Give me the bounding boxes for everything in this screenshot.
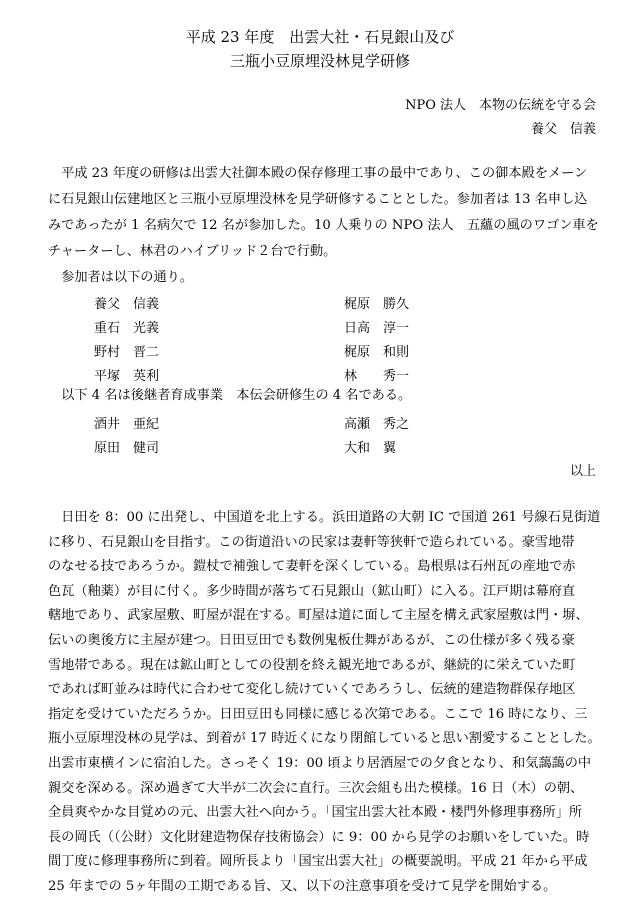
name-row	[0, 437, 640, 455]
person-name: 野村 晋二	[94, 345, 160, 360]
text-line: 色瓦（釉薬）が目に付く。多少時間が落ちて石見銀山（鉱山町）に入る。江戸期は幕府直	[48, 583, 576, 599]
text-line: 平成 23 年度の研修は出雲大社御本殿の保存修理工事の最中であり、この御本殿をメーン	[48, 166, 588, 181]
person-name: 重石 光義	[94, 321, 160, 336]
title-line-1: 平成 23 年度 出雲大社・石見銀山及び	[185, 28, 455, 46]
person-name: 梶原 和則	[344, 345, 410, 360]
author-name: 養父 信義	[530, 122, 596, 137]
text-line: 参加者は以下の通り。	[48, 270, 194, 285]
text-line: 間丁度に修理事務所に到着。岡所長より「国宝出雲大社」の概要説明。平成 21 年から平成	[48, 854, 588, 870]
text-line: 伝いの奥後方に主屋が建つ。日田豆田でも数例鬼板仕舞があるが、この仕様が多く残る豪	[48, 633, 575, 648]
person-name: 酒井 亜紀	[94, 417, 160, 432]
text-line: に石見銀山伝建地区と三瓶小豆原埋没林を見学研修することとした。参加者は 13 名申し込	[48, 192, 588, 207]
text-line: 長の岡氏（（公財）文化財建造物保存技術協会）に 9：00 から見学のお願いをしていた。時	[48, 829, 590, 845]
person-name: 梶原 勝久	[344, 297, 410, 312]
text-line: 雪地帯である。現在は鉱山町としての役割を終え観光地であるが、継続的に栄えていた町	[48, 657, 576, 673]
text-line: 指定を受けていただろうか。日田豆田も同様に感じる次第である。ここで 16 時になり、三	[48, 706, 588, 722]
person-name: 林 秀一	[344, 369, 410, 384]
name-row	[0, 293, 640, 311]
text-line: 親交を深める。深め過ぎて大半が二次会に直行。三次会組も出た模様。16 日（木）の朝、	[48, 780, 584, 796]
successor-note: 以下 4 名は後継者育成事業 本伝会研修生の 4 名である。	[48, 388, 412, 403]
text-line: のなせる技であろうか。鎧杖で補強して妻軒を深くしている。島根県は石州瓦の産地で赤	[48, 559, 576, 575]
person-name: 日高 淳一	[344, 321, 410, 336]
text-line: であれば町並みは時代に合わせて変化し続けていくであろうし、伝統的建造物群保存地区	[48, 682, 576, 698]
name-row	[0, 413, 640, 431]
text-line: 日田を 8：00 に出発し、中国道を北上する。浜田道路の大朝 IC で国道 261 号線石見街道	[48, 510, 601, 525]
person-name: 大和 翼	[344, 441, 397, 456]
organization-name: NPO 法人 本物の伝統を守る会	[405, 98, 596, 113]
title-line-2: 三瓶小豆原埋没林見学研修	[229, 52, 410, 70]
text-line: 轄地であり、武家屋敷、町屋が混在する。町屋は道に面して主屋を構え武家屋敷は門・塀、	[48, 608, 589, 624]
name-row	[0, 317, 640, 335]
text-line: 出雲市東横インに宿泊した。さっそく 19：00 頃より居酒屋での夕食となり、和気藹藹の中	[48, 756, 592, 771]
person-name: 平塚 英利	[94, 369, 160, 384]
text-line: に移り、石見銀山を目指す。この街道沿いの民家は妻軒等狭軒で造られている。豪雪地帯	[48, 534, 575, 550]
closing-mark: 以上	[569, 464, 596, 479]
text-line: 25 年までの 5ヶ年間の工期である旨、又、以下の注意事項を受けて見学を開始する。	[48, 879, 557, 894]
person-name: 養父 信義	[94, 297, 160, 312]
person-name: 原田 健司	[94, 441, 160, 456]
name-row	[0, 365, 640, 383]
name-row	[0, 341, 640, 359]
text-line: 全員爽やかな目覚めの元、出雲大社へ向かう。「国宝出雲大社本殿・楼門外修理事務所」所	[48, 805, 583, 821]
text-line: チャーターし、林君のハイブリッド２台で行動。	[48, 244, 337, 259]
person-name: 高瀬 秀之	[344, 417, 410, 432]
text-line: 瓶小豆原埋没林の見学は、到着が 17 時近くになり閉館していると思い割愛することとした。	[48, 731, 601, 747]
text-line: みであったが 1 名病欠で 12 名が参加した。10 人乗りの NPO 法人 五蘊の風のワゴン車を	[48, 218, 599, 233]
